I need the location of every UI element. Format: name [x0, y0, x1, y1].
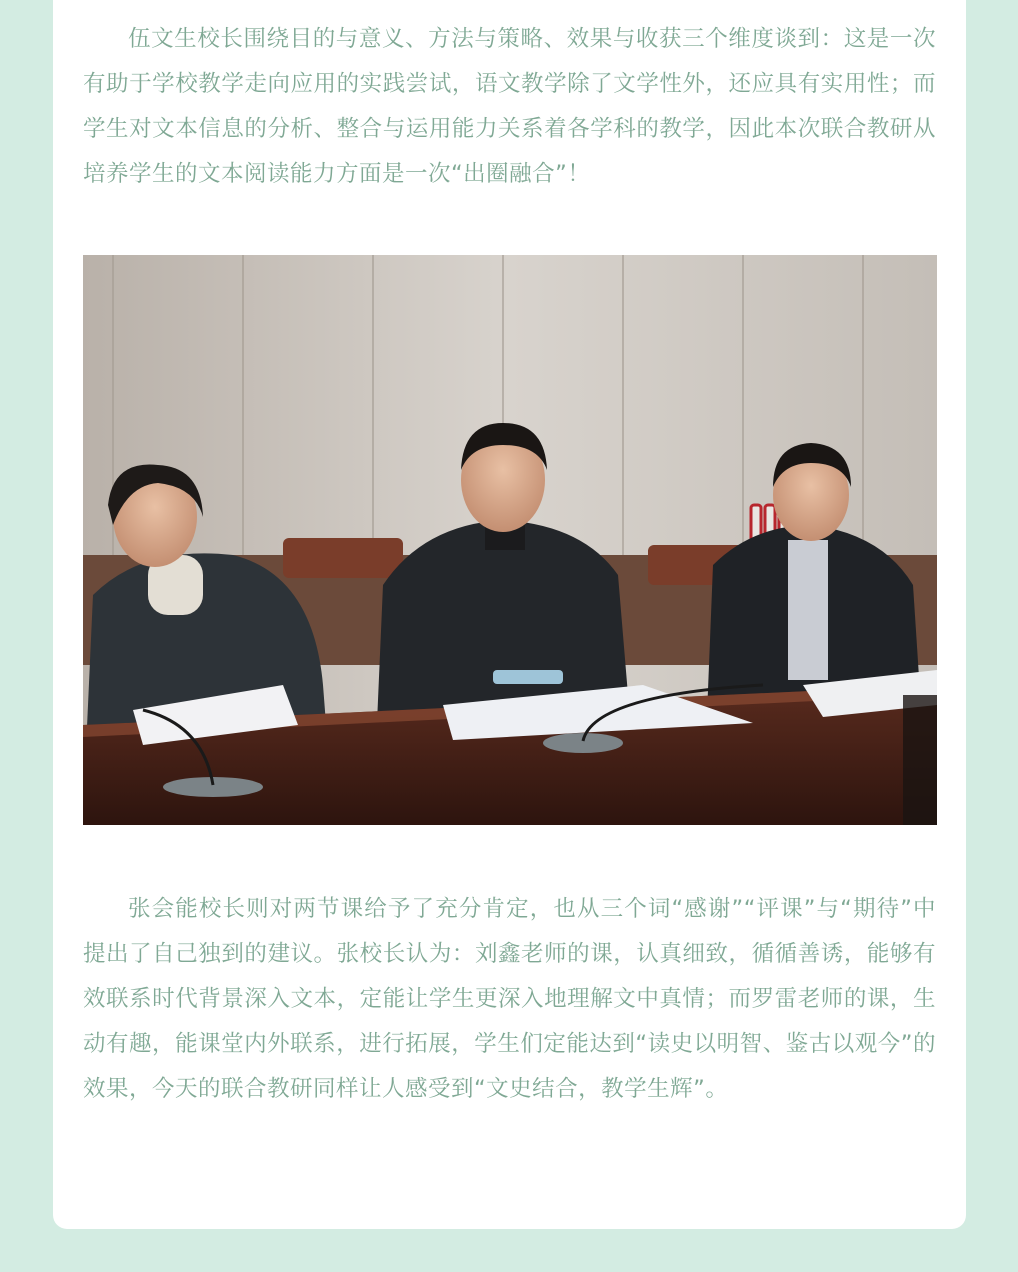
paragraph-principal-zhang: 张会能校长则对两节课给予了充分肯定，也从三个词“感谢”“评课”与“期待”中提出了自己独到的建议。张校长认为：刘鑫老师的课，认真细致，循循善诱，能够有效联系时代背景深入文本，定能让学生更深入地理解文中真情；而罗雷老师的课，生动有趣，能课堂内外联系，进行拓展，学生们定能达到“读史以明智、鉴古以观今”的效果，今天的联合教研同样让人感受到“文史结合，教学生辉”。 — [83, 896, 936, 1102]
paragraph-principal-wu: 伍文生校长围绕目的与意义、方法与策略、效果与收获三个维度谈到：这是一次有助于学校教学走向应用的实践尝试，语文教学除了文学性外，还应具有实用性；而学生对文本信息的分析、整合与运用能力关系着各学科的教学，因此本次联合教研从培养学生的文本阅读能力方面是一次“出圈融合”！ — [83, 26, 936, 187]
meeting-photo — [83, 255, 937, 825]
article-card — [53, 0, 966, 1229]
